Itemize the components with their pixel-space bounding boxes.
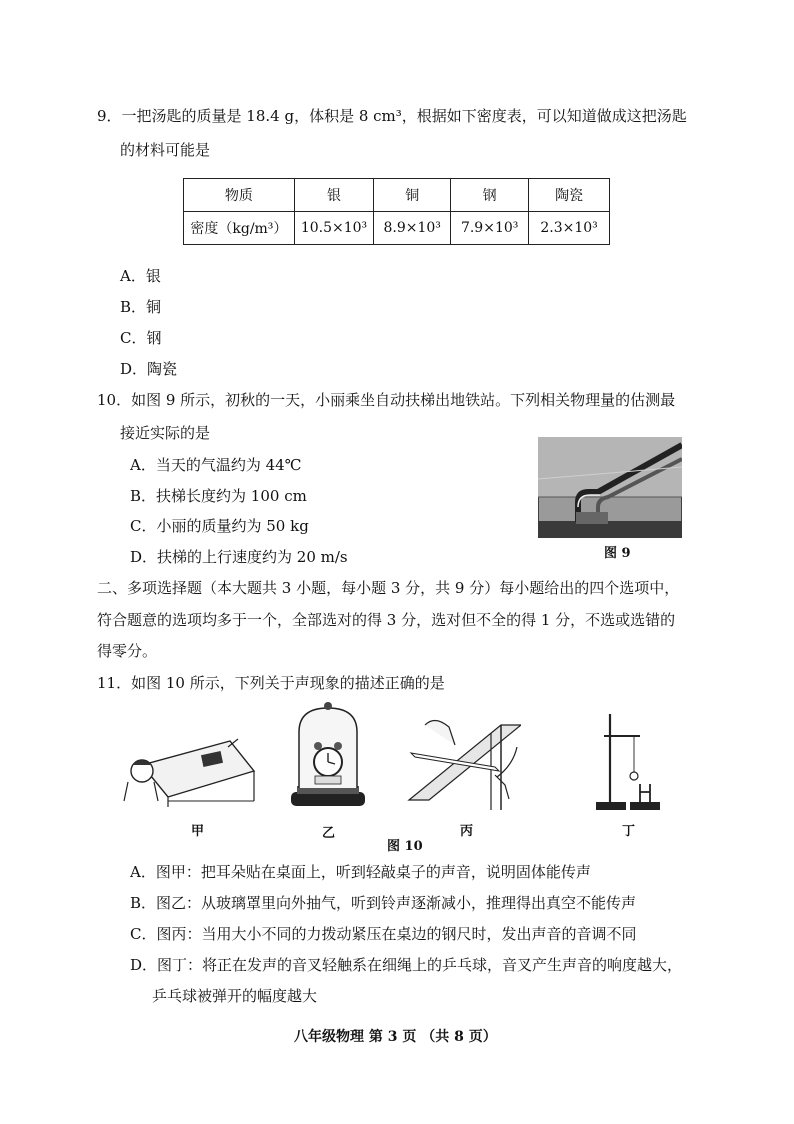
table-header-cell: 铜 (374, 179, 451, 212)
figure-label-bing: 丙 (460, 824, 474, 839)
q9-stem-line2: 的材料可能是 (120, 141, 211, 159)
page-footer: 八年级物理 第 3 页 （共 8 页） (294, 1029, 497, 1045)
table-cell: 7.9×10³ (451, 212, 529, 245)
table-header-cell: 陶瓷 (529, 179, 610, 212)
q9-stem-line1: 9．一把汤匙的质量是 18.4 g，体积是 8 cm³，根据如下密度表，可以知道做成这把汤匙 (97, 107, 687, 125)
q10-option-d: D．扶梯的上行速度约为 20 m/s (130, 548, 348, 566)
table-header-cell: 物质 (184, 179, 295, 212)
table-cell: 2.3×10³ (529, 212, 610, 245)
figure-label-yi: 乙 (322, 826, 336, 841)
q10-option-c: C．小丽的质量约为 50 kg (130, 517, 309, 535)
q9-option-a: A．银 (120, 267, 161, 285)
figure-ding-image (590, 710, 670, 812)
escalator-image (538, 437, 682, 538)
q9-option-c: C．钢 (120, 329, 162, 347)
table-cell: 8.9×10³ (374, 212, 451, 245)
table-row-label: 密度（kg/m³） (184, 212, 295, 245)
table-header-cell: 钢 (451, 179, 529, 212)
q10-option-a: A．当天的气温约为 44℃ (130, 456, 302, 474)
figure-yi-image (287, 700, 369, 812)
q9-option-b: B．铜 (120, 298, 162, 316)
table-row (184, 212, 610, 245)
section-2-line1: 二、多项选择题（本大题共 3 小题，每小题 3 分，共 9 分）每小题给出的四个选项中， (97, 579, 680, 597)
section-2-line2: 符合题意的选项均多于一个，全部选对的得 3 分，选对但不全的得 1 分，不选或选错的 (97, 611, 676, 629)
table-header-cell: 银 (294, 179, 373, 212)
q11-stem: 11．如图 10 所示，下列关于声现象的描述正确的是 (97, 674, 445, 692)
q11-option-d: D．图丁：将正在发声的音叉轻触系在细绳上的乒乓球，音叉产生声音的响度越大， (130, 956, 683, 974)
section-2-line3: 得零分。 (97, 642, 158, 660)
q10-stem-line1: 10．如图 9 所示，初秋的一天，小丽乘坐自动扶梯出地铁站。下列相关物理量的估测最 (97, 391, 676, 409)
q10-stem-line2: 接近实际的是 (120, 424, 211, 442)
figure-10-caption: 图 10 (387, 839, 423, 854)
q10-option-b: B．扶梯长度约为 100 cm (130, 487, 307, 505)
figure-label-jia: 甲 (191, 824, 205, 839)
figure-jia-image (120, 735, 256, 807)
figure-9-caption: 图 9 (604, 546, 631, 561)
q11-option-d-continued: 乒乓球被弹开的幅度越大 (152, 987, 318, 1005)
table-header-row (184, 179, 610, 212)
q11-option-a: A．图甲：把耳朵贴在桌面上，听到轻敲桌子的声音，说明固体能传声 (130, 863, 591, 881)
figure-bing-image (405, 705, 521, 810)
figure-label-ding: 丁 (622, 824, 636, 839)
q11-option-b: B．图乙：从玻璃罩里向外抽气，听到铃声逐渐减小，推理得出真空不能传声 (130, 894, 637, 912)
q9-option-d: D．陶瓷 (120, 360, 178, 378)
q11-option-c: C．图丙：当用大小不同的力拨动紧压在桌边的钢尺时，发出声音的音调不同 (130, 925, 637, 943)
table-cell: 10.5×10³ (294, 212, 373, 245)
density-table (183, 178, 610, 245)
